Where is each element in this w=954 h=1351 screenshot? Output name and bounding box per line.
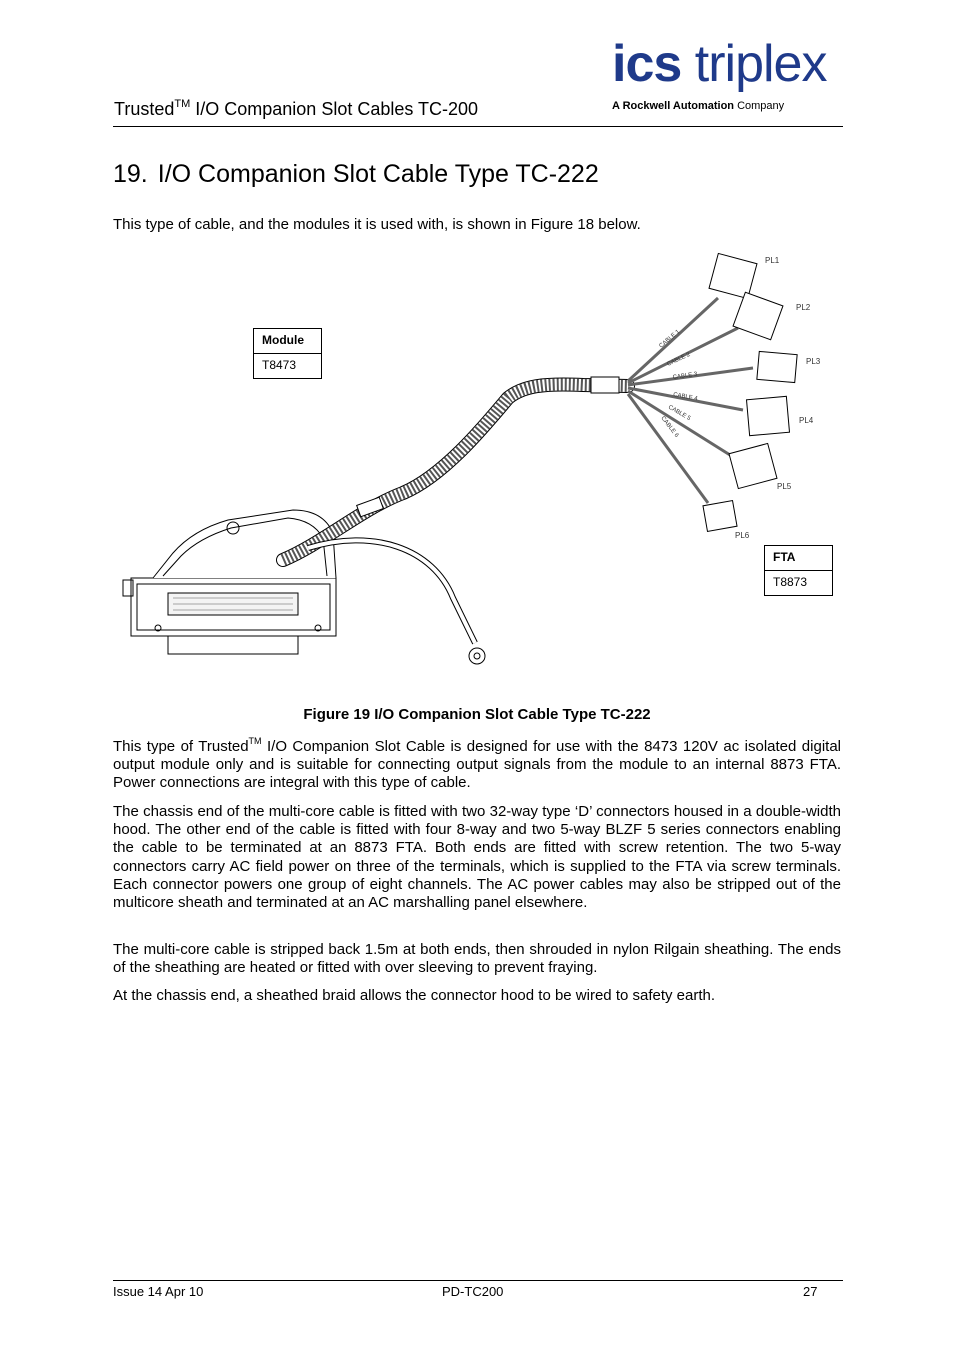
ics-triplex-logo bbox=[612, 35, 844, 112]
fta-tag-label: FTA bbox=[765, 546, 832, 571]
paragraph-3: The multi-core cable is stripped back 1.5m at both ends, then shrouded in nylon Rilgain sheathing. The ends of the sheathing are heated or fitted with over sleeving to prevent fraying. bbox=[113, 941, 841, 977]
module-tag-value: T8473 bbox=[262, 358, 297, 372]
module-tag bbox=[253, 328, 322, 379]
intro-paragraph: This type of cable, and the modules it is used with, is shown in Figure 18 below. bbox=[113, 216, 641, 233]
trademark-superscript: TM bbox=[248, 736, 262, 746]
plug-label-pl2: PL2 bbox=[796, 303, 811, 312]
chassis-connector-hood bbox=[123, 510, 336, 654]
logo-wordmark: ics triplex bbox=[612, 35, 827, 93]
fta-tag-value: T8873 bbox=[773, 575, 808, 589]
header-divider bbox=[113, 126, 843, 127]
section-title: I/O Companion Slot Cable Type TC-222 bbox=[157, 160, 599, 188]
section-number: 19. bbox=[113, 160, 148, 188]
cable-label-6: CABLE 6 bbox=[659, 415, 680, 439]
paragraph-2: The chassis end of the multi-core cable is fitted with two 32-way type ‘D’ connectors housed in a double-width hood. The other end of the cable is fitted with four 8-way and two 5-way BLZF 5 series connectors enabling the cable to be terminated at an 8873 FTA. Both ends are fitted with screw retention. The two 5-way connectors carry AC field power on three of the terminals, which is supplied to the FTA via screw terminals. Each connector powers one group of eight channels. The AC power cables may also be stripped out of the multicore sheath and terminated at an AC marshalling panel elsewhere. bbox=[113, 803, 841, 912]
cable-label-3: CABLE 3 bbox=[672, 371, 698, 381]
footer-issue: Issue 14 Apr 10 bbox=[113, 1284, 204, 1299]
cable-label-1: CABLE 1 bbox=[658, 329, 682, 350]
cable-label-5: CABLE 5 bbox=[667, 404, 692, 423]
fta-tag bbox=[764, 545, 833, 596]
plug-label-pl4: PL4 bbox=[799, 416, 814, 425]
figure-caption: Figure 19 I/O Companion Slot Cable Type TC-222 bbox=[303, 706, 651, 723]
paragraph-4: At the chassis end, a sheathed braid allows the connector hood to be wired to safety earth. bbox=[113, 987, 716, 1004]
header-title-suffix: I/O Companion Slot Cables TC-200 bbox=[190, 99, 479, 119]
module-tag-label: Module bbox=[254, 329, 321, 354]
trademark-superscript: TM bbox=[174, 98, 191, 110]
footer-divider bbox=[113, 1280, 843, 1281]
header-title-prefix: Trusted bbox=[114, 99, 175, 119]
plug-label-pl3: PL3 bbox=[806, 357, 821, 366]
cable-illustration bbox=[113, 248, 843, 678]
plug-label-pl5: PL5 bbox=[777, 482, 792, 491]
section-heading bbox=[113, 160, 599, 189]
cable-label-4: CABLE 4 bbox=[672, 392, 699, 403]
logo-tagline: A Rockwell Automation Company bbox=[612, 100, 785, 112]
paragraph-1: This type of Trusted™ I/O Companion Slot Cable is designed for use with the 8473 120V ac isolated digital output module only and is suitable for connecting output signals from the module to an internal 8873 FTA. Power connections are integral with this type of cable. bbox=[113, 736, 841, 792]
plug-label-pl1: PL1 bbox=[765, 256, 780, 265]
document-header-title bbox=[114, 98, 478, 120]
cable-label-2: CABLE 2 bbox=[666, 351, 692, 368]
footer-page-number: 27 bbox=[803, 1284, 818, 1299]
footer-doc-id: PD-TC200 bbox=[442, 1284, 504, 1299]
plug-label-pl6: PL6 bbox=[735, 531, 750, 540]
